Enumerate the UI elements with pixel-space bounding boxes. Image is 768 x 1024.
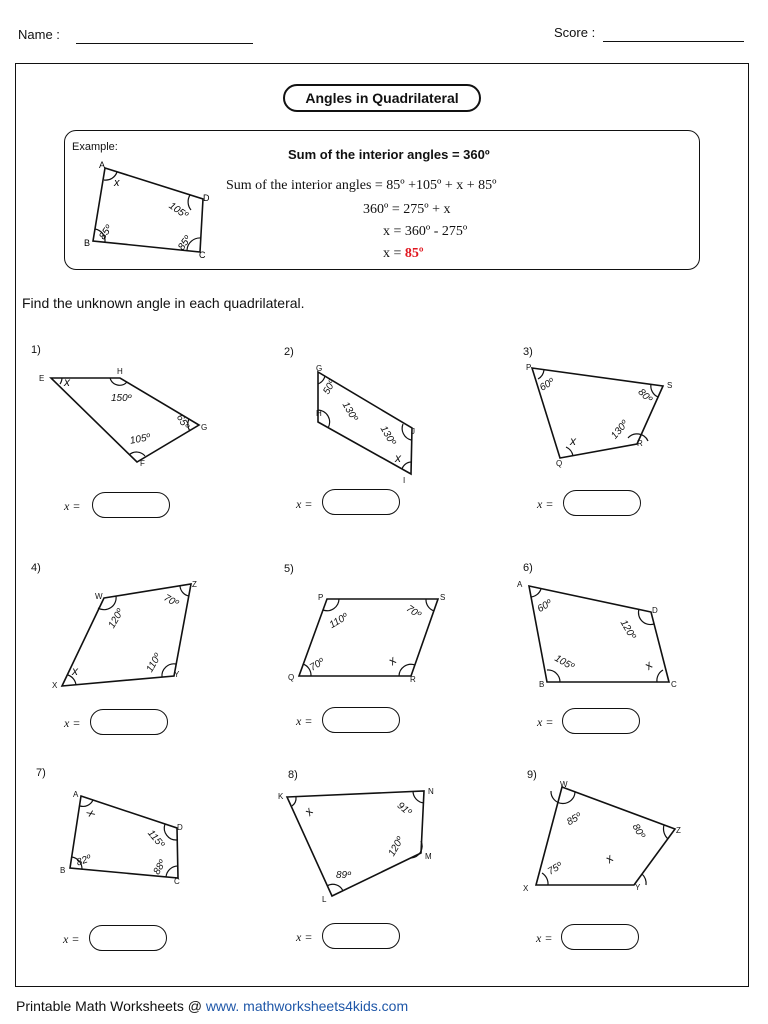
answer-2-label: x = (296, 497, 313, 511)
p5-angle-q: 70º (307, 656, 327, 674)
example-vertex-c: C (199, 250, 206, 260)
p3-angle-q: x (570, 434, 576, 448)
p9-vertex-y: Y (635, 883, 641, 892)
problem-2-number: 2) (284, 346, 294, 358)
p2-angle-j: 130º (377, 424, 398, 448)
footer-link[interactable]: www. mathworksheets4kids.com (205, 998, 409, 1014)
p3-angle-p: 60º (537, 376, 557, 394)
p8-vertex-m: M (425, 852, 432, 861)
p8-angle-n: 91º (394, 800, 414, 819)
example-line-2: 360º = 275º + x (363, 202, 451, 217)
p6-angle-a: 60º (535, 598, 554, 615)
p8-vertex-l: L (322, 895, 327, 904)
p7-vertex-d: D (177, 823, 183, 832)
problem-6-number: 6) (523, 562, 533, 574)
problem-1-number: 1) (31, 344, 41, 356)
p9-angle-w: 85º (565, 811, 584, 829)
p4-vertex-x: X (52, 681, 58, 690)
answer-1-label: x = (64, 499, 81, 513)
score-label: Score : (554, 25, 596, 40)
answer-9-field[interactable] (561, 924, 639, 950)
example-angle-a: x (114, 177, 120, 189)
p1-angle-g: 65º (173, 412, 191, 432)
p6-vertex-b: B (539, 680, 545, 689)
answer-6-field[interactable] (562, 708, 640, 734)
example-line-1: Sum of the interior angles = 85º +105º + x + 85º (226, 178, 497, 193)
answer-4-field[interactable] (90, 709, 168, 735)
example-angle-c: 85º (176, 234, 194, 253)
p3-vertex-r: R (637, 439, 643, 448)
p4-vertex-z: Z (192, 580, 197, 589)
p6-vertex-c: C (671, 680, 677, 689)
problem-4-number: 4) (31, 562, 41, 574)
p6-angle-c: x (641, 657, 656, 673)
answer-8-field[interactable] (322, 923, 400, 949)
p5-angle-p: 110º (327, 611, 351, 631)
p7-angle-c: 88º (151, 858, 169, 877)
p7-vertex-a: A (73, 790, 79, 799)
p6-angle-b: 105º (552, 653, 576, 673)
answer-7-label: x = (63, 932, 80, 946)
p3-angle-s: 80º (635, 386, 654, 406)
p6-vertex-a: A (517, 580, 523, 589)
p5-angle-s: 70º (404, 603, 423, 621)
p9-vertex-z: Z (676, 826, 681, 835)
example-answer: 85º (404, 246, 424, 261)
problem-8-number: 8) (288, 769, 298, 781)
p9-angle-z: 80º (629, 822, 647, 841)
p1-angle-f: 105º (129, 432, 152, 447)
p3-angle-r: 130º (609, 418, 631, 442)
p2-angle-g: 50º (321, 378, 339, 397)
p4-angle-w: 120º (106, 607, 127, 631)
example-line-4: x = 85º (383, 246, 424, 261)
p8-vertex-n: N (428, 787, 434, 796)
p1-vertex-e: E (39, 374, 45, 383)
example-vertex-d: D (203, 193, 210, 203)
p2-vertex-g: G (316, 364, 323, 373)
p9-vertex-x: X (523, 884, 529, 893)
p1-angle-h: 150º (111, 393, 132, 404)
p7-angle-d: 115º (145, 828, 167, 851)
p3-vertex-q: Q (556, 459, 563, 468)
answer-5-field[interactable] (322, 707, 400, 733)
p4-angle-x: x (72, 664, 78, 678)
p7-vertex-b: B (60, 866, 66, 875)
p2-angle-h: 130º (339, 400, 360, 424)
p6-vertex-d: D (652, 606, 658, 615)
answer-5-label: x = (296, 714, 313, 728)
instructions: Find the unknown angle in each quadrilateral. (22, 295, 305, 311)
answer-9-label: x = (536, 931, 553, 945)
answer-6-label: x = (537, 715, 554, 729)
problem-7-number: 7) (36, 767, 46, 779)
p2-vertex-i: I (403, 476, 406, 485)
p1-vertex-h: H (117, 367, 123, 376)
footer-prefix: Printable Math Worksheets @ (16, 998, 206, 1014)
name-label: Name : (18, 27, 60, 42)
p2-vertex-h: H (316, 409, 322, 418)
problem-9-number: 9) (527, 769, 537, 781)
p5-angle-r: x (385, 653, 400, 668)
example-label: Example: (72, 141, 118, 153)
p5-vertex-p: P (318, 593, 324, 602)
p8-vertex-k: K (278, 792, 284, 801)
answer-3-label: x = (537, 497, 554, 511)
example-angle-b: 85º (97, 223, 115, 242)
example-heading: Sum of the interior angles = 360º (288, 147, 490, 162)
p1-vertex-g: G (201, 423, 208, 432)
p6-angle-d: 120º (617, 618, 638, 642)
p4-vertex-w: W (95, 592, 103, 601)
answer-4-label: x = (64, 716, 81, 730)
p3-vertex-s: S (667, 381, 673, 390)
p7-vertex-c: C (174, 877, 180, 886)
p1-vertex-f: F (140, 459, 145, 468)
problem-3-number: 3) (523, 346, 533, 358)
answer-2-field[interactable] (322, 489, 400, 515)
answer-8-label: x = (296, 930, 313, 944)
p9-vertex-w: W (560, 780, 568, 789)
p4-angle-y: 110º (144, 651, 164, 675)
p8-angle-m: 120º (386, 835, 407, 859)
worksheet-title: Angles in Quadrilateral (283, 84, 481, 112)
p7-angle-a: x (83, 807, 100, 820)
p7-angle-b: 82º (74, 853, 93, 869)
p5-vertex-q: Q (288, 673, 295, 682)
answer-3-field[interactable] (563, 490, 641, 516)
example-line-3: x = 360º - 275º (383, 224, 468, 239)
answer-7-field[interactable] (89, 925, 167, 951)
p5-vertex-r: R (410, 675, 416, 684)
p8-angle-k: x (301, 804, 317, 819)
example-vertex-b: B (84, 238, 91, 248)
p4-vertex-y: Y (174, 670, 180, 679)
p8-angle-l: 89º (336, 870, 351, 881)
answer-1-field[interactable] (92, 492, 170, 518)
p3-vertex-p: P (526, 363, 532, 372)
p5-vertex-s: S (440, 593, 446, 602)
example-vertex-a: A (99, 160, 106, 170)
p9-angle-x: 75º (545, 860, 565, 878)
p9-angle-y: x (602, 851, 617, 866)
p2-angle-i: x (395, 451, 401, 465)
problem-5-number: 5) (284, 563, 294, 575)
p4-angle-z: 70º (161, 592, 180, 610)
footer (16, 998, 408, 1014)
p2-vertex-j: J (411, 427, 415, 436)
example-angle-d: 105º (166, 200, 190, 222)
p1-angle-e: x (64, 375, 70, 389)
